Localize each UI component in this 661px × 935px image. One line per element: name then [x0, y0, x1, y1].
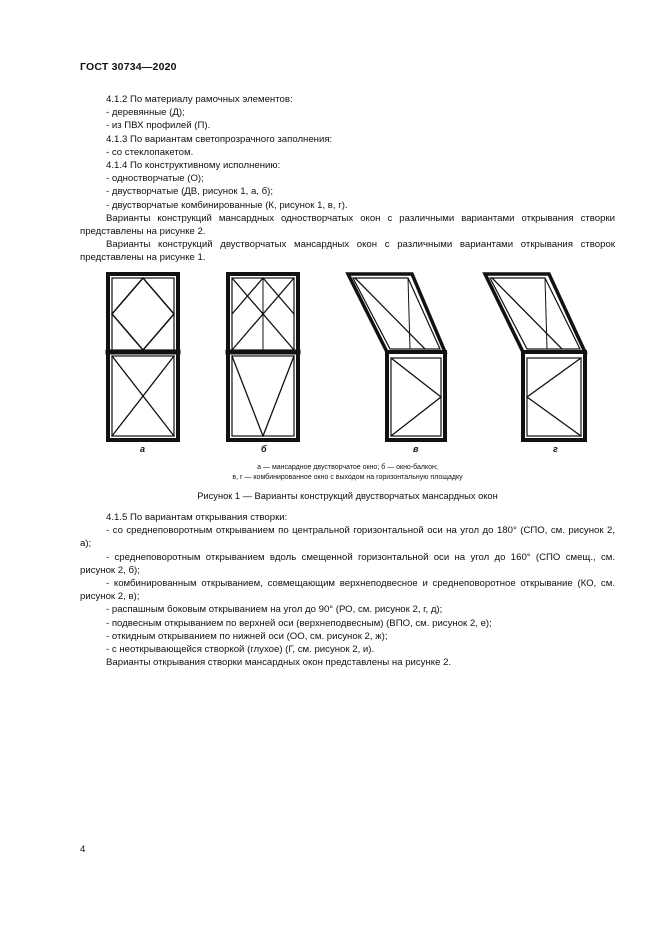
paragraph: - среднеповоротным открыванием вдоль смещенной горизонтальной оси на угол до 160° (СПО смещ., см. рисунок 2, б);	[80, 551, 615, 576]
paragraph: Варианты конструкций мансардных одностворчатых окон с различными вариантами открывания створки представлены на рисунке 2.	[80, 212, 615, 238]
figure-legend-line1: а — мансардное двустворчатое окно; б — окно-балкон;	[257, 464, 438, 471]
paragraph: - двустворчатые комбинированные (К, рисунок 1, в, г).	[106, 199, 348, 211]
paragraph: Варианты конструкций двустворчатых мансардных окон с различными вариантами открывания створок представлены на рисунке 1.	[80, 239, 615, 264]
section-opening-variants	[80, 511, 615, 669]
paragraph: - с неоткрывающейся створкой (глухое) (Г, см. рисунок 2, и).	[106, 644, 375, 656]
section-materials	[80, 93, 615, 265]
document-header: ГОСТ 30734—2020	[80, 61, 177, 73]
paragraph: - двустворчатые (ДВ, рисунок 1, а, б);	[106, 186, 273, 198]
paragraph: - со среднеповоротным открыванием по центральной горизонтальной оси на угол до 180° (СПО, см. рисунок 2, а);	[80, 525, 615, 550]
window-v	[348, 274, 445, 440]
paragraph: 4.1.5 По вариантам открывания створки:	[106, 512, 288, 523]
figure-1-drawing	[80, 268, 615, 443]
figure-caption: Рисунок 1 — Варианты конструкций двустворчатых мансардных окон	[197, 491, 498, 501]
figure-1	[80, 268, 615, 458]
paragraph: - подвесным открыванием по верхней оси (верхнеподвесным) (ВПО, см. рисунок 2, е);	[106, 617, 492, 629]
paragraph: - со стеклопакетом.	[106, 146, 194, 158]
paragraph: - из ПВХ профилей (П).	[106, 120, 211, 132]
figure-label-g: г	[553, 444, 558, 454]
figure-label-a: а	[140, 444, 146, 454]
paragraph: 4.1.4 По конструктивному исполнению:	[106, 160, 281, 172]
paragraph: - деревянные (Д);	[106, 107, 185, 119]
paragraph: 4.1.3 По вариантам светопрозрачного заполнения:	[106, 133, 333, 145]
paragraph: - комбинированным открыванием, совмещающим верхнеподвесное и среднеповоротное открывание (КО, см. рисунок 2, в);	[80, 578, 615, 603]
figure-label-v: в	[413, 444, 419, 454]
paragraph: - одностворчатые (О);	[106, 173, 204, 185]
paragraph: - откидным открыванием по нижней оси (ОО, см. рисунок 2, ж);	[106, 630, 388, 642]
window-b	[228, 274, 298, 440]
figure-legend-line2: в, г — комбинированное окно с выходом на горизонтальную площадку	[232, 474, 463, 481]
window-a	[108, 274, 178, 440]
paragraph: Варианты открывания створки мансардных окон представлены на рисунке 2.	[106, 657, 452, 669]
figure-label-b: б	[261, 444, 267, 454]
page-number: 4	[80, 844, 86, 855]
paragraph: - распашным боковым открыванием на угол до 90° (РО, см. рисунок 2, г, д);	[106, 604, 443, 616]
window-g	[485, 274, 585, 440]
paragraph: 4.1.2 По материалу рамочных элементов:	[106, 94, 293, 105]
